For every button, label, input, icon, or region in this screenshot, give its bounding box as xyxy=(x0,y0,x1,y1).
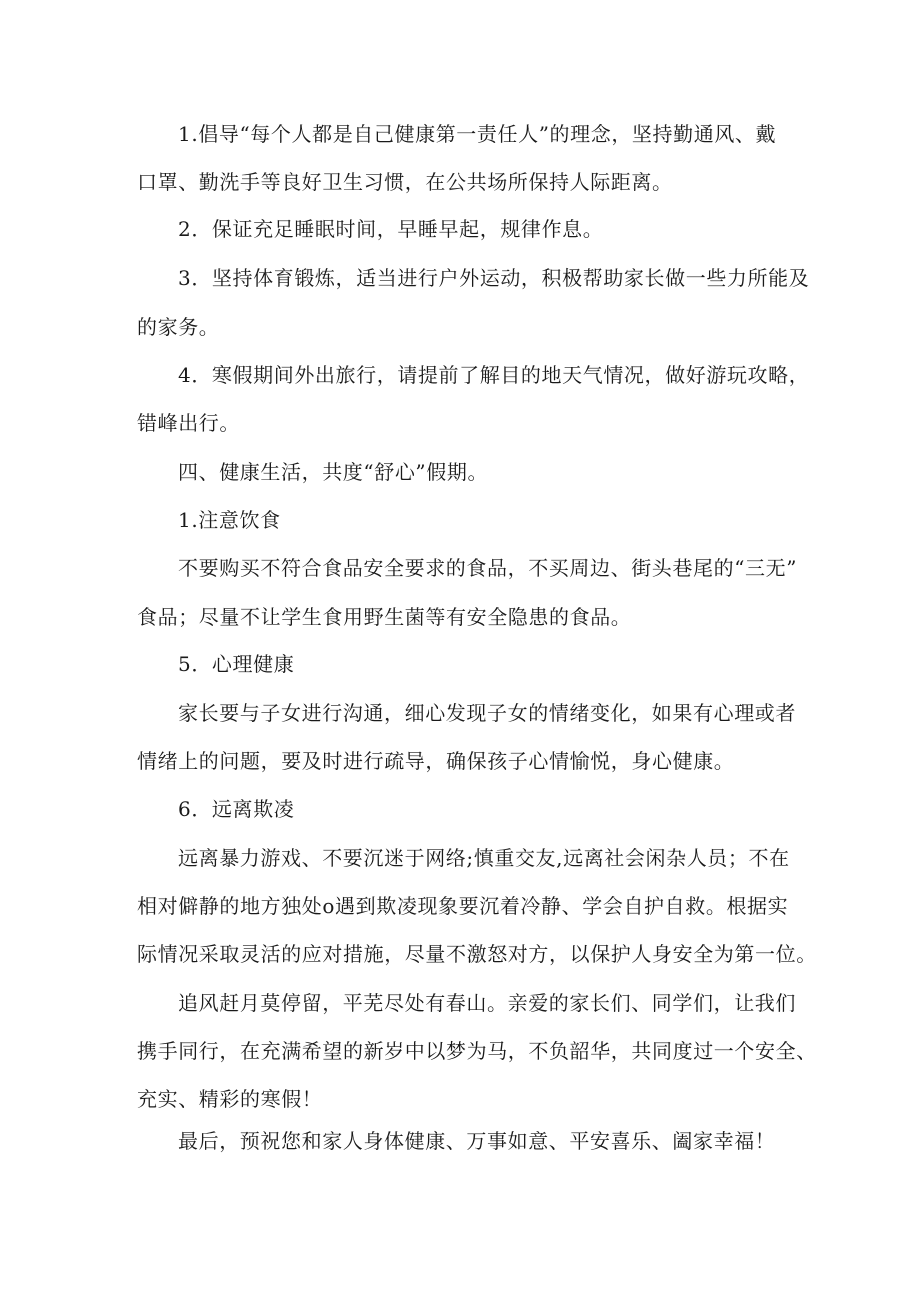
text-line: 3．坚持体育锻炼，适当进行户外运动，积极帮助家长做一些力所能及 xyxy=(178,266,810,290)
text-line: 际情况采取灵活的应对措施，尽量不激怒对方，以保护人身安全为第一位。 xyxy=(137,942,817,966)
text-line: 的家务。 xyxy=(137,315,220,339)
text-line: 食品；尽量不让学生食用野生菌等有安全隐患的食品。 xyxy=(137,605,632,629)
text-line: 充实、精彩的寒假！ xyxy=(137,1087,323,1111)
text-line: 最后，预祝您和家人身体健康、万事如意、平安喜乐、阖家幸福！ xyxy=(178,1129,776,1153)
text-line: 情绪上的问题，要及时进行疏导，确保孩子心情愉悦，身心健康。 xyxy=(137,749,735,773)
text-line: 追风赶月莫停留，平芜尽处有春山。亲爱的家长们、同学们，让我们 xyxy=(178,991,796,1015)
text-line: 携手同行，在充满希望的新岁中以梦为马，不负韶华，共同度过一个安全、 xyxy=(137,1039,817,1063)
text-line: 远离暴力游戏、不要沉迷于网络;慎重交友,远离社会闲杂人员；不在 xyxy=(178,846,790,870)
text-line: 家长要与子女进行沟通，细心发现子女的情绪变化，如果有心理或者 xyxy=(178,701,796,725)
subsection-heading: 1.注意饮食 xyxy=(178,508,281,532)
subsection-heading: 5．心理健康 xyxy=(178,652,295,676)
text-line: 口罩、勤洗手等良好卫生习惯，在公共场所保持人际距离。 xyxy=(137,170,673,194)
text-line: 2．保证充足睡眠时间，早睡早起，规律作息。 xyxy=(178,217,604,241)
text-line: 错峰出行。 xyxy=(137,411,240,435)
text-line: 不要购买不符合食品安全要求的食品，不买周边、街头巷尾的“三无” xyxy=(178,556,798,580)
subsection-heading: 6．远离欺凌 xyxy=(178,797,295,821)
text-line: 1.倡导“每个人都是自己健康第一责任人”的理念，坚持勤通风、戴 xyxy=(178,122,777,146)
text-line: 相对僻静的地方独处o遇到欺凌现象要沉着冷静、学会自护自救。根据实 xyxy=(137,894,789,918)
text-line: 4．寒假期间外出旅行，请提前了解目的地天气情况，做好游玩攻略， xyxy=(178,363,810,387)
section-heading: 四、健康生活，共度“舒心”假期。 xyxy=(178,460,489,484)
